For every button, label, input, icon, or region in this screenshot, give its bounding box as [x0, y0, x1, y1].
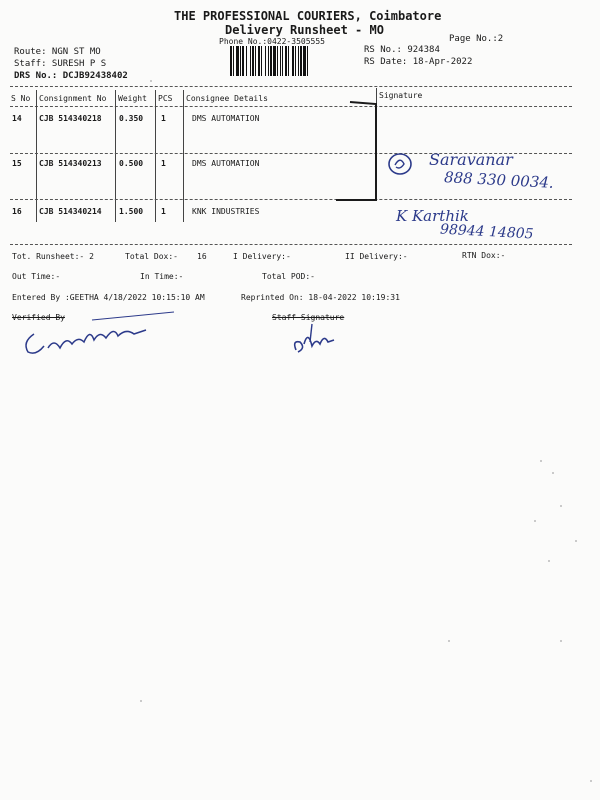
scan-speck	[552, 472, 554, 474]
entered-by: Entered By :GEETHA 4/18/2022 10:15:10 AM	[12, 293, 205, 302]
out-time: Out Time:-	[12, 272, 61, 281]
barcode-bar	[240, 46, 241, 76]
signature-row15-name: Saravanar	[429, 150, 513, 169]
signature-row16-phone: 98944 14805	[439, 221, 534, 243]
col-consignment: Consignment No	[39, 94, 107, 103]
total-pod: Total POD:-	[262, 272, 315, 281]
barcode-bar	[303, 46, 306, 76]
route-label: Route: NGN ST MO	[14, 47, 101, 57]
col-signature: Signature	[379, 91, 423, 100]
verifier-signature	[14, 308, 184, 360]
reprinted-on: Reprinted On: 18-04-2022 10:19:31	[241, 293, 400, 302]
verified-by-label: Verified By	[12, 313, 65, 322]
barcode-bar	[268, 46, 269, 76]
signature-row15-phone: 888 330 0034.	[443, 168, 555, 192]
ii-delivery: II Delivery:-	[345, 252, 408, 261]
barcode-bar	[230, 46, 232, 76]
row-consignment: CJB 514340214	[39, 207, 102, 216]
row-consignment: CJB 514340218	[39, 114, 102, 123]
barcode-bar	[282, 46, 283, 76]
scan-speck	[140, 700, 142, 702]
scan-speck	[575, 540, 577, 542]
circled-signature-icon	[386, 150, 416, 178]
staff-label: Staff: SURESH P S	[14, 59, 107, 69]
document-title: Delivery Runsheet - MO	[225, 23, 384, 37]
barcode-bar	[246, 46, 247, 76]
scan-speck	[560, 640, 562, 642]
company-name: THE PROFESSIONAL COURIERS, Coimbatore	[174, 9, 442, 23]
row-weight: 0.350	[119, 114, 144, 123]
row-weight: 1.500	[119, 207, 144, 216]
barcode-bar	[233, 46, 234, 76]
scan-speck	[534, 520, 536, 522]
barcode	[230, 46, 344, 76]
barcode-bar	[236, 46, 239, 76]
row-rule	[10, 199, 572, 200]
scan-speck	[548, 560, 550, 562]
barcode-bar	[295, 46, 296, 76]
row-sno: 14	[12, 114, 22, 123]
scan-speck	[560, 505, 562, 507]
header-top-rule	[10, 86, 572, 87]
page-number: Page No.:2	[449, 34, 504, 44]
barcode-bar	[280, 46, 281, 76]
scan-speck	[448, 640, 450, 642]
staff-signature-label: Staff Signature	[272, 313, 345, 322]
scan-speck	[590, 780, 592, 782]
scan-speck	[540, 460, 542, 462]
barcode-bar	[261, 46, 262, 76]
rtn-dox: RTN Dox:-	[462, 251, 506, 260]
row-consignee: DMS AUTOMATION	[192, 159, 260, 168]
barcode-bar	[300, 46, 302, 76]
total-dox-value: 16	[197, 252, 207, 261]
barcode-bar	[277, 46, 278, 76]
col-consignee: Consignee Details	[186, 94, 268, 103]
barcode-bar	[255, 46, 256, 76]
barcode-bar	[273, 46, 276, 76]
barcode-bar	[307, 46, 308, 76]
barcode-bar	[258, 46, 260, 76]
barcode-bar	[298, 46, 299, 76]
barcode-bar	[250, 46, 251, 76]
row-pcs: 1	[161, 207, 166, 216]
row-consignee: KNK INDUSTRIES	[192, 207, 260, 216]
rs-number: RS No.: 924384	[364, 45, 440, 55]
col-sno: S No	[11, 94, 31, 103]
col-pcs: PCS	[158, 94, 173, 103]
scan-speck	[150, 80, 152, 82]
col-weight: Weight	[118, 94, 147, 103]
barcode-bar	[288, 46, 289, 76]
row-consignee: DMS AUTOMATION	[192, 114, 260, 123]
row-consignment: CJB 514340213	[39, 159, 102, 168]
i-delivery: I Delivery:-	[233, 252, 291, 261]
rs-date: RS Date: 18-Apr-2022	[364, 57, 473, 67]
row-sno: 16	[12, 207, 22, 216]
row-pcs: 1	[161, 159, 166, 168]
col-divider	[115, 90, 116, 222]
barcode-bar	[265, 46, 266, 76]
header-bottom-rule	[10, 106, 572, 107]
row-pcs: 1	[161, 114, 166, 123]
table-bottom-rule	[10, 244, 572, 245]
pen-bracket-mark	[330, 100, 390, 210]
in-time: In Time:-	[140, 272, 184, 281]
barcode-bar	[270, 46, 272, 76]
barcode-bar	[242, 46, 244, 76]
staff-signature	[286, 320, 346, 360]
row-weight: 0.500	[119, 159, 144, 168]
barcode-bar	[252, 46, 254, 76]
row-sno: 15	[12, 159, 22, 168]
total-dox-label: Total Dox:-	[125, 252, 178, 261]
col-divider	[36, 90, 37, 222]
col-divider	[183, 90, 184, 222]
barcode-bar	[292, 46, 294, 76]
phone-number: Phone No.:0422-3505555	[219, 37, 325, 46]
total-runsheet: Tot. Runsheet:- 2	[12, 252, 94, 261]
signature-row16-name: K Karthik	[396, 207, 469, 225]
barcode-bar	[285, 46, 287, 76]
col-divider	[155, 90, 156, 222]
drs-number: DRS No.: DCJB92438402	[14, 71, 128, 81]
